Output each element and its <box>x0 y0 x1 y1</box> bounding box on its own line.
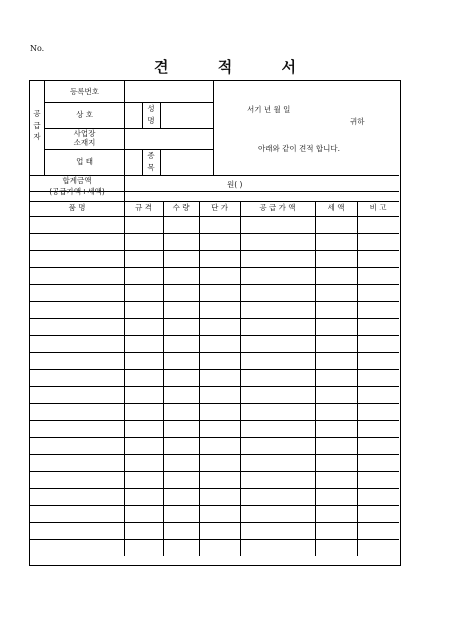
address-label: 사업장 소재지 <box>73 129 96 148</box>
table-column-line <box>199 201 200 556</box>
table-column-line <box>163 201 164 556</box>
table-row-line <box>30 250 399 251</box>
table-row-line <box>30 437 399 438</box>
divider <box>160 149 161 175</box>
table-row-line <box>30 505 399 506</box>
column-header: 비 고 <box>369 203 387 212</box>
table-row-line <box>30 522 399 523</box>
column-header: 품 명 <box>68 203 86 212</box>
column-header: 수 량 <box>172 203 190 212</box>
business-type-label: 업 태 <box>76 157 93 166</box>
divider <box>30 201 399 202</box>
document-title: 견 적 서 <box>154 58 318 76</box>
table-row-line <box>30 488 399 489</box>
item-label: 종 목 <box>147 151 155 173</box>
table-column-line <box>240 201 241 556</box>
table-row-line <box>30 420 399 421</box>
divider <box>44 102 213 103</box>
date-line: 서기 년 월 일 <box>247 105 291 114</box>
column-header: 공 급 가 액 <box>259 203 296 212</box>
divider <box>213 81 214 175</box>
table-row-line <box>30 216 399 217</box>
table-row-line <box>30 386 399 387</box>
company-label: 상 호 <box>76 110 93 119</box>
table-row-line <box>30 352 399 353</box>
document-number: No. <box>30 44 45 53</box>
table-row-line <box>30 454 399 455</box>
table-row-line <box>30 539 399 540</box>
table-row-line <box>30 233 399 234</box>
estimate-form <box>29 80 401 566</box>
table-row-line <box>30 471 399 472</box>
column-header: 세 액 <box>327 203 345 212</box>
table-column-line <box>315 201 316 556</box>
divider <box>44 149 213 150</box>
table-row-line <box>30 318 399 319</box>
table-row-line <box>30 267 399 268</box>
table-row-line <box>30 301 399 302</box>
table-row-line <box>30 335 399 336</box>
column-header: 단 가 <box>211 203 228 212</box>
divider <box>160 102 161 128</box>
supplier-side-label: 공 급 자 <box>33 109 41 142</box>
name-label: 성 명 <box>147 104 155 126</box>
estimate-message: 아래와 같이 견적 합니다. <box>258 144 340 153</box>
recipient-honorific: 귀하 <box>350 117 365 126</box>
table-row-line <box>30 403 399 404</box>
divider <box>124 81 125 201</box>
table-row-line <box>30 369 399 370</box>
reg-number-label: 등록번호 <box>70 87 99 96</box>
table-row-line <box>30 284 399 285</box>
total-amount-label: 합계금액 (공급가액+세액) <box>49 176 105 197</box>
total-amount-value: 원( ) <box>227 180 243 189</box>
column-header: 규 격 <box>135 203 152 212</box>
table-column-line <box>357 201 358 556</box>
table-column-line <box>124 201 125 556</box>
